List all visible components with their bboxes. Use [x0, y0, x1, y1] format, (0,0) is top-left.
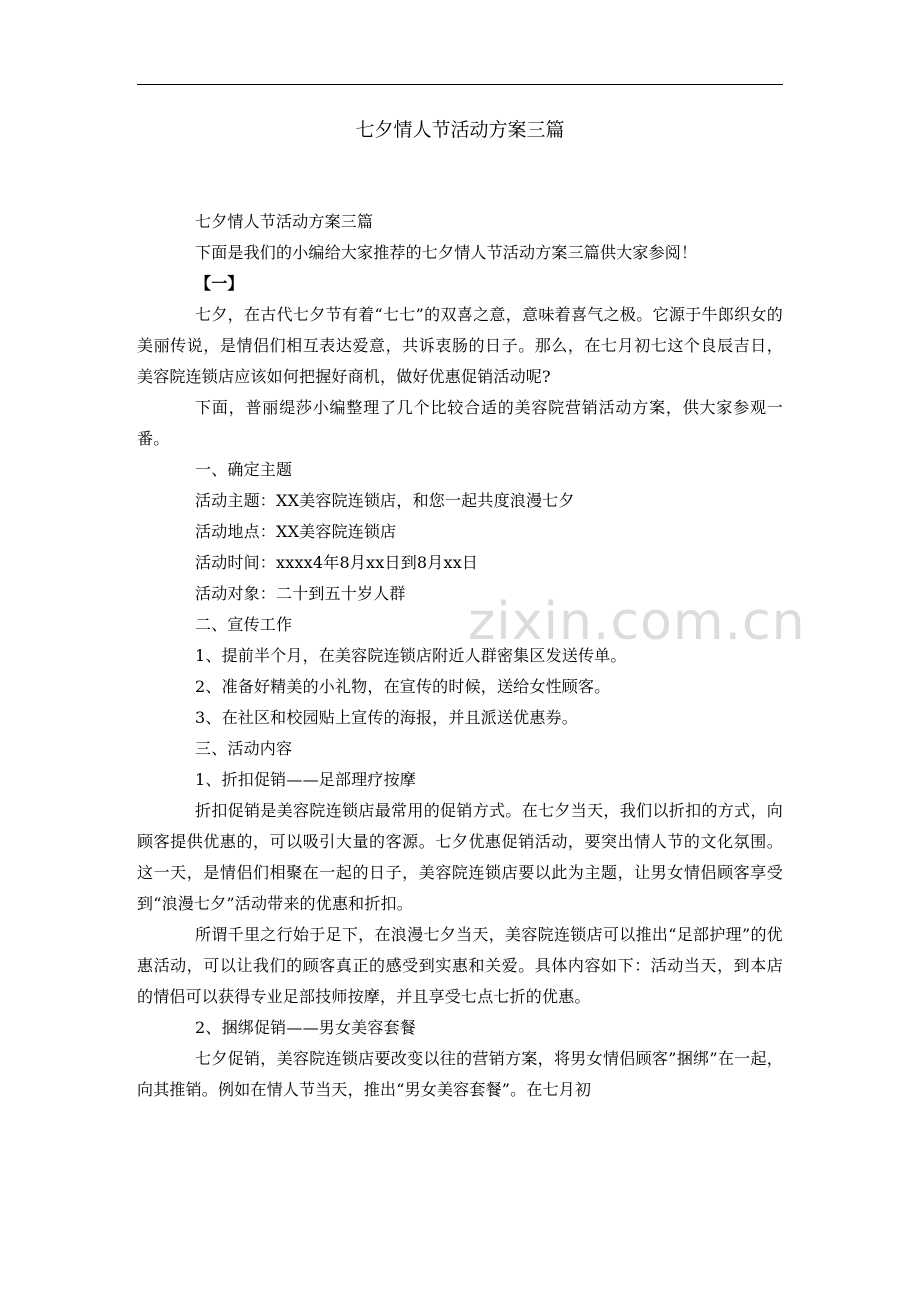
- heading-promotion: 二、宣传工作: [195, 615, 293, 634]
- subheading-bundle: 2、捆绑促销——男女美容套餐: [195, 1018, 416, 1037]
- watermark: zixin.com.cn: [468, 592, 806, 652]
- section-marker-one: 【一】: [195, 274, 244, 293]
- heading-activity-content: 三、活动内容: [195, 739, 293, 758]
- paragraph-bundle: 七夕促销，美容院连锁店要改变以往的营销方案，将男女情侣顾客”捆绑”在一起，向其推销。例如在情人节当天，推出“男女美容套餐”。在七月初: [137, 1049, 783, 1099]
- document-body: [137, 206, 783, 1105]
- paragraph-plan-intro: 下面，普丽缇莎小编整理了几个比较合适的美容院营销活动方案，供大家参观一番。: [137, 398, 783, 448]
- list-item-promotion-1: 1、提前半个月，在美容院连锁店附近人群密集区发送传单。: [195, 646, 627, 665]
- paragraph-foot-care: 所谓千里之行始于足下，在浪漫七夕当天，美容院连锁店可以推出“足部护理”的优惠活动，可以让我们的顾客真正的感受到实惠和关爱。具体内容如下：活动当天，到本店的情侣可以获得专业足部技师按摩，并且享受七点七折的优惠。: [137, 925, 783, 1006]
- item-activity-audience: 活动对象：二十到五十岁人群: [195, 584, 406, 603]
- paragraph-subtitle: 七夕情人节活动方案三篇: [195, 212, 374, 231]
- item-activity-theme: 活动主题：XX美容院连锁店，和您一起共度浪漫七夕: [195, 491, 575, 510]
- header-rule: [137, 84, 783, 85]
- heading-theme: 一、确定主题: [195, 460, 293, 479]
- item-activity-location: 活动地点：XX美容院连锁店: [195, 522, 397, 541]
- paragraph-discount: 折扣促销是美容院连锁店最常用的促销方式。在七夕当天，我们以折扣的方式，向顾客提供优惠的，可以吸引大量的客源。七夕优惠促销活动，要突出情人节的文化氛围。这一天，是情侣们相聚在一起的日子，美容院连锁店要以此为主题，让男女情侣顾客享受到“浪漫七夕”活动带来的优惠和折扣。: [137, 801, 783, 913]
- item-activity-time: 活动时间：xxxx4年8月xx日到8月xx日: [195, 553, 479, 572]
- page-title: 七夕情人节活动方案三篇: [355, 119, 565, 141]
- list-item-promotion-2: 2、准备好精美的小礼物，在宣传的时候，送给女性顾客。: [195, 677, 611, 696]
- paragraph-intro: 下面是我们的小编给大家推荐的七夕情人节活动方案三篇供大家参阅！: [195, 243, 698, 262]
- list-item-promotion-3: 3、在社区和校园贴上宣传的海报，并且派送优惠券。: [195, 708, 578, 727]
- subheading-discount: 1、折扣促销——足部理疗按摩: [195, 770, 416, 789]
- paragraph-qixi-origin: 七夕，在古代七夕节有着“七七”的双喜之意，意味着喜气之极。它源于牛郎织女的美丽传说，是情侣们相互表达爱意，共诉衷肠的日子。那么，在七月初七这个良辰吉日，美容院连锁店应该如何把握好商机，做好优惠促销活动呢?: [137, 305, 783, 386]
